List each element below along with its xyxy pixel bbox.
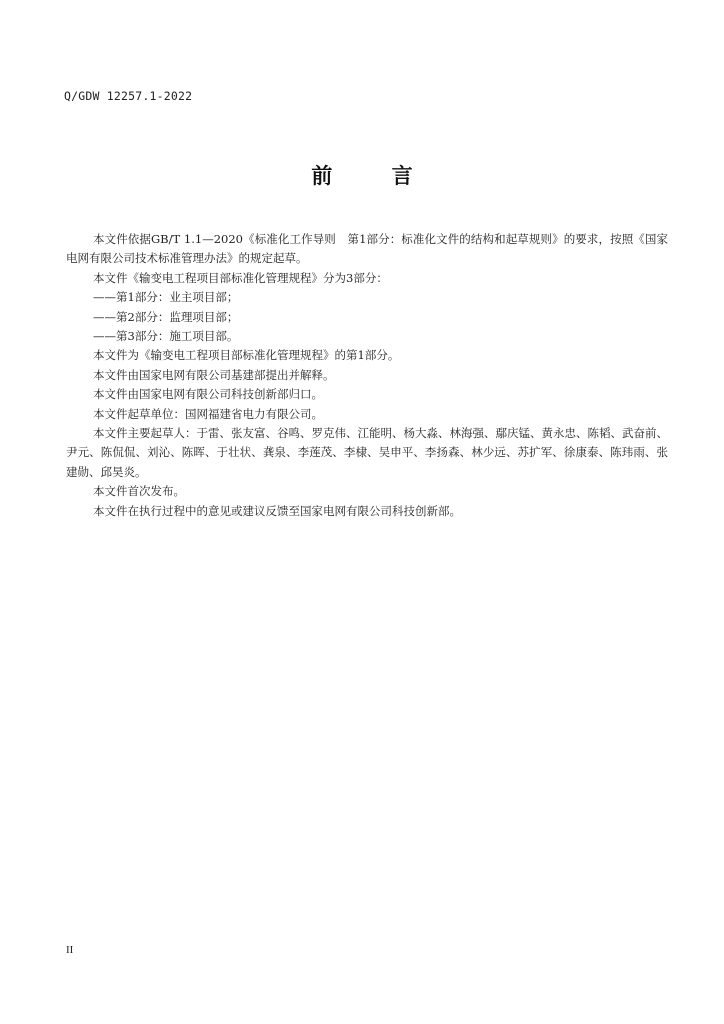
- document-code: Q/GDW 12257.1-2022: [64, 89, 193, 103]
- paragraph-proposer: 本文件由国家电网有限公司基建部提出并解释。: [93, 367, 335, 382]
- paragraph-parts-intro: 本文件《输变电工程项目部标准化管理规程》分为3部分：: [93, 270, 388, 285]
- paragraph-drafting-unit: 本文件起草单位：国网福建省电力有限公司。: [93, 406, 323, 421]
- list-item-part-1: ——第1部分：业主项目部；: [93, 290, 239, 305]
- page-title: 前 言: [311, 164, 439, 188]
- paragraph-centralized: 本文件由国家电网有限公司科技创新部归口。: [93, 387, 323, 402]
- paragraph-basis: 本文件依据GB/T 1.1—2020《标准化工作导则 第1部分：标准化文件的结构和起草规则》的要求，按照《国家电网有限公司技术标准管理办法》的规定起草。: [66, 232, 668, 266]
- paragraph-first-release: 本文件首次发布。: [93, 484, 185, 499]
- list-item-part-2: ——第2部分：监理项目部；: [93, 309, 239, 324]
- paragraph-drafters: 本文件主要起草人：于雷、张友富、谷鸣、罗克伟、江能明、杨大淼、林海强、鄢庆锰、黄永忠、陈韬、武奋前、尹元、陈侃侃、刘沁、陈晖、于壮状、龚泉、李莲茂、李棣、吴申平、李扬森、林少远、苏扩军、徐康泰、陈玮雨、张建勋、邱昊炎。: [66, 426, 668, 479]
- paragraph-this-part: 本文件为《输变电工程项目部标准化管理规程》的第1部分。: [93, 348, 400, 363]
- page-number: II: [66, 944, 74, 956]
- list-item-part-3: ——第3部分：施工项目部。: [93, 329, 239, 344]
- foreword-body: [66, 230, 668, 521]
- paragraph-feedback: 本文件在执行过程中的意见或建议反馈至国家电网有限公司科技创新部。: [93, 503, 461, 518]
